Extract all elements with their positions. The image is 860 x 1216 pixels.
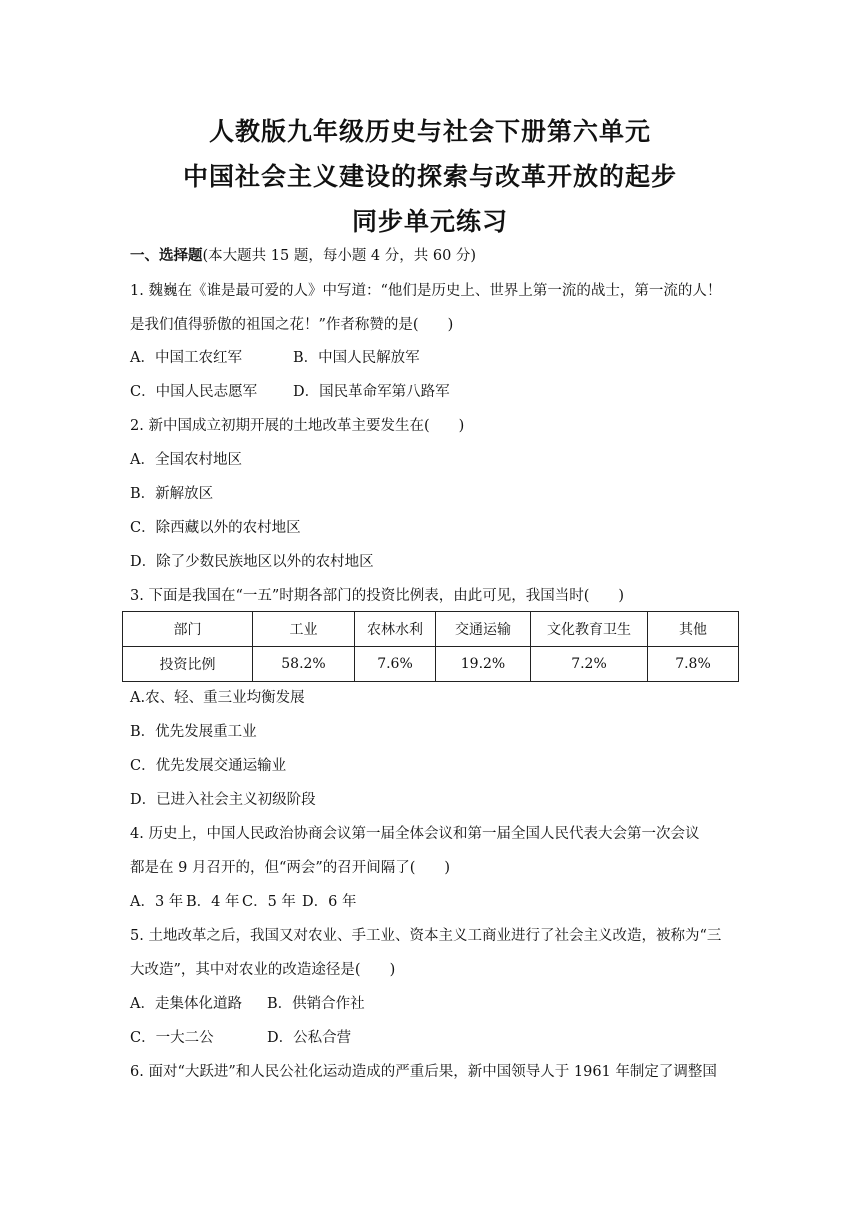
question-1-stem-line-2: 是我们值得骄傲的祖国之花！”作者称赞的是( )	[130, 317, 454, 333]
question-4-stem-line-2: 都是在 9 月召开的，但“两会”的召开间隔了( )	[130, 860, 451, 876]
table-cell: 投资比例	[123, 647, 253, 682]
question-1-option-d[interactable]: D．国民革命军第八路军	[293, 384, 450, 400]
title-line-1: 人教版九年级历史与社会下册第六单元	[208, 117, 651, 146]
question-4-option-a[interactable]: A．3 年	[130, 894, 184, 910]
table-header-cell: 文化教育卫生	[531, 612, 648, 647]
investment-table	[122, 611, 739, 682]
question-2-option-a[interactable]: A．全国农村地区	[130, 452, 242, 468]
question-4-option-d[interactable]: D．6 年	[302, 894, 357, 910]
question-5-option-c[interactable]: C．一大二公	[130, 1030, 214, 1046]
table-row	[123, 647, 739, 682]
question-3-option-c[interactable]: C．优先发展交通运输业	[130, 758, 287, 774]
table-cell: 7.2%	[531, 647, 648, 682]
question-5-options-row-1	[130, 994, 740, 1014]
section-heading-note: (本大题共 15 题，每小题 4 分，共 60 分)	[202, 248, 477, 264]
question-6-stem-line-1: 6. 面对“大跃进”和人民公社化运动造成的严重后果，新中国领导人于 1961 年制定了调整国	[130, 1064, 717, 1080]
table-cell: 19.2%	[436, 647, 531, 682]
question-2-option-c[interactable]: C．除西藏以外的农村地区	[130, 520, 301, 536]
table-header-cell: 工业	[253, 612, 355, 647]
question-3-option-b[interactable]: B．优先发展重工业	[130, 724, 257, 740]
question-1-option-b[interactable]: B．中国人民解放军	[293, 350, 420, 366]
title-line-3: 同步单元练习	[351, 207, 508, 236]
table-header-cell: 交通运输	[436, 612, 531, 647]
table-header-cell: 部门	[123, 612, 253, 647]
table-header-cell: 农林水利	[355, 612, 436, 647]
section-heading-label: 一、选择题	[130, 248, 203, 264]
question-5-option-a[interactable]: A．走集体化道路	[130, 996, 242, 1012]
question-3-option-d[interactable]: D．已进入社会主义初级阶段	[130, 792, 316, 808]
question-4-options-row	[130, 892, 740, 912]
question-4-option-b[interactable]: B．4 年	[186, 894, 240, 910]
question-5-options-row-2	[130, 1028, 740, 1048]
question-1-option-c[interactable]: C．中国人民志愿军	[130, 384, 258, 400]
question-5-option-d[interactable]: D．公私合营	[267, 1030, 352, 1046]
table-cell: 7.8%	[648, 647, 739, 682]
table-cell: 58.2%	[253, 647, 355, 682]
question-5-stem-line-2: 大改造”，其中对农业的改造途径是( )	[130, 962, 396, 978]
question-3-stem: 3. 下面是我国在“一五”时期各部门的投资比例表，由此可见，我国当时( )	[130, 588, 625, 604]
question-5-stem-line-1: 5. 土地改革之后，我国又对农业、手工业、资本主义工商业进行了社会主义改造，被称为“三	[130, 928, 722, 944]
question-1-options-row-1	[130, 348, 740, 368]
question-1-option-a[interactable]: A．中国工农红军	[130, 350, 242, 366]
table-header-cell: 其他	[648, 612, 739, 647]
table-cell: 7.6%	[355, 647, 436, 682]
question-2-stem: 2. 新中国成立初期开展的土地改革主要发生在( )	[130, 418, 465, 434]
question-2-option-d[interactable]: D．除了少数民族地区以外的农村地区	[130, 554, 374, 570]
question-4-stem-line-1: 4. 历史上，中国人民政治协商会议第一届全体会议和第一届全国人民代表大会第一次会议	[130, 826, 700, 842]
section-heading	[130, 246, 740, 266]
question-2-option-b[interactable]: B．新解放区	[130, 486, 214, 502]
question-3-option-a[interactable]: A.农、轻、重三业均衡发展	[130, 690, 305, 706]
question-4-option-c[interactable]: C．5 年	[242, 894, 296, 910]
question-1-options-row-2	[130, 382, 740, 402]
question-5-option-b[interactable]: B．供销合作社	[267, 996, 365, 1012]
table-header-row	[123, 612, 739, 647]
title-line-2: 中国社会主义建设的探索与改革开放的起步	[182, 162, 677, 191]
question-1-stem-line-1: 1. 魏巍在《谁是最可爱的人》中写道：“他们是历史上、世界上第一流的战士，第一流的人！	[130, 283, 722, 299]
